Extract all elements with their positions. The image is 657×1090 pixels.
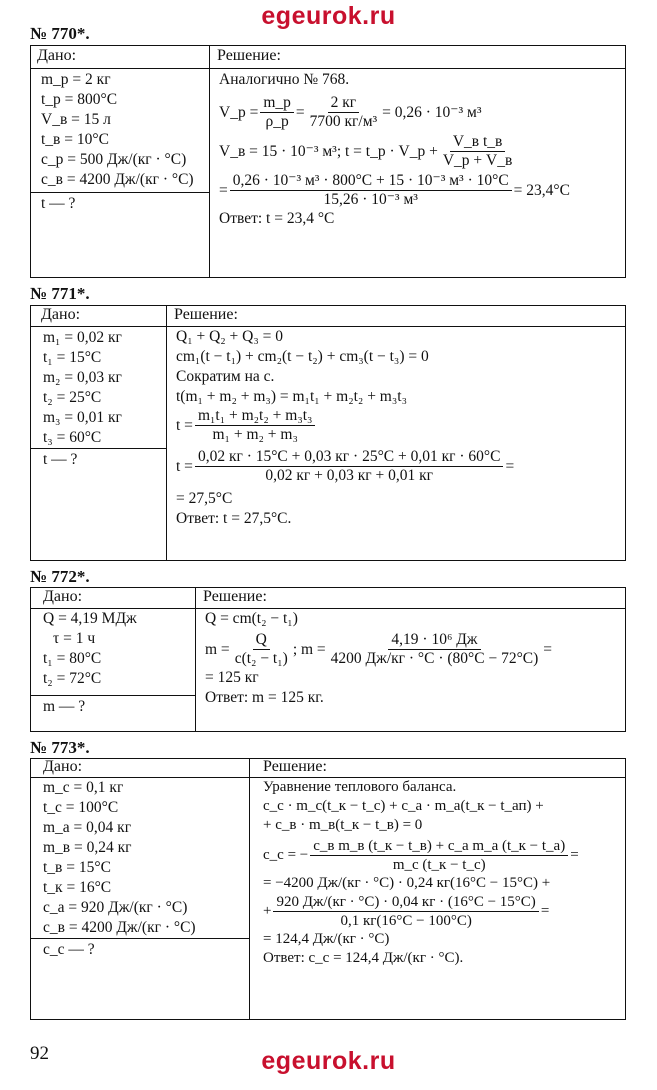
- fraction: [328, 631, 542, 668]
- given-item: c_a = 920 Дж/(кг · °C): [43, 899, 188, 916]
- given-item: m₃ = 0,01 кг: [43, 409, 122, 426]
- solution-header: Решение:: [203, 588, 267, 605]
- solution-772: [205, 609, 552, 708]
- given-item: c_p = 500 Дж/(кг · °C): [41, 151, 187, 168]
- answer-line: Ответ: m = 125 кг.: [205, 689, 324, 706]
- problem-773-table: [30, 758, 626, 1020]
- given-item: t_в = 10°C: [41, 131, 109, 148]
- eq-lhs: t =: [176, 416, 193, 434]
- fraction-num: 2 кг: [328, 94, 360, 113]
- equation-vp: [219, 94, 570, 131]
- equation-vb: [219, 133, 570, 170]
- fraction-num: 4,19 · 10⁶ Дж: [388, 631, 480, 650]
- given-rule: [31, 192, 209, 193]
- eq-sign: =: [543, 640, 553, 658]
- given-rule: [31, 448, 166, 449]
- answer-line: Ответ: c_c = 124,4 Дж/(кг · °C).: [263, 950, 464, 966]
- fraction-num: Q: [253, 631, 270, 650]
- given-item: t_c = 100°C: [43, 799, 119, 816]
- solution-line: = −4200 Дж/(кг · °C) · 0,24 кг(16°C − 15°C) +: [263, 875, 551, 891]
- fraction-den: m₁ + m₂ + m₃: [212, 426, 298, 443]
- solution-line: + c_в · m_в(t_к − t_в) = 0: [263, 817, 423, 833]
- given-rule: [31, 938, 249, 939]
- fraction-den: 0,02 кг + 0,03 кг + 0,01 кг: [265, 467, 434, 484]
- given-list: [41, 70, 194, 190]
- eq-result: = 0,26 · 10⁻³ м³: [382, 103, 482, 121]
- site-watermark-top: egeurok.ru: [261, 2, 396, 30]
- fraction: [232, 631, 291, 668]
- solution-header: Решение:: [217, 47, 281, 64]
- eq-sign: +: [263, 903, 272, 919]
- equation-cc: [263, 837, 579, 874]
- find-item: c_c — ?: [43, 941, 95, 958]
- given-item: m₁ = 0,02 кг: [43, 329, 122, 346]
- given-item: t₁ = 15°C: [43, 349, 102, 366]
- given-list: [43, 609, 137, 689]
- equation-t-general: [176, 407, 514, 444]
- fraction: [273, 893, 538, 930]
- column-divider: [209, 46, 210, 277]
- solution-line: Q = cm(t₂ − t₁): [205, 610, 298, 627]
- problem-772-table: [30, 587, 626, 732]
- solution-line: Аналогично № 768.: [219, 71, 350, 88]
- find-item: m — ?: [43, 698, 86, 715]
- solution-line: Уравнение теплового баланса.: [263, 779, 457, 795]
- given-rule: [31, 695, 195, 696]
- given-header: Дано:: [41, 306, 81, 323]
- solution-line: Сократим на c.: [176, 368, 275, 385]
- answer-line: Ответ: t = 23,4 °C: [219, 210, 335, 227]
- page-number: 92: [30, 1043, 49, 1064]
- given-list: [43, 778, 196, 938]
- solution-line: = 125 кг: [205, 669, 259, 686]
- given-item: t₂ = 25°C: [43, 389, 102, 406]
- eq-sign: =: [570, 847, 579, 863]
- given-item: t_в = 15°C: [43, 859, 111, 876]
- given-item: m_c = 0,1 кг: [43, 779, 124, 796]
- solution-770: [219, 70, 570, 229]
- fraction-den: 0,1 кг(16°C − 100°C): [340, 913, 472, 929]
- header-rule: [209, 68, 625, 69]
- fraction-num: 0,02 кг · 15°C + 0,03 кг · 25°C + 0,01 кг · 60°C: [195, 448, 504, 467]
- header-rule: [31, 68, 209, 69]
- given-item: m_в = 0,24 кг: [43, 839, 132, 856]
- fraction-den: 4200 Дж/кг · °C · (80°C − 72°C): [330, 650, 539, 667]
- problem-770-number: № 770*.: [30, 24, 90, 43]
- fraction-den: m_c (t_к − t_c): [392, 857, 486, 873]
- fraction-num: 0,26 · 10⁻³ м³ · 800°C + 15 · 10⁻³ м³ · 10°C: [230, 172, 512, 191]
- eq-sign: =: [540, 903, 550, 919]
- equation-t-numeric: [176, 448, 514, 485]
- given-item: m_a = 0,04 кг: [43, 819, 132, 836]
- fraction-den: c(t₂ − t₁): [234, 650, 288, 667]
- eq-lhs: V_р =: [219, 103, 259, 121]
- problem-772-number: № 772*.: [30, 567, 90, 586]
- equation-t: [219, 172, 570, 209]
- fraction: [307, 94, 381, 131]
- solution-line: t(m₁ + m₂ + m₃) = m₁t₁ + m₂t₂ + m₃t₃: [176, 388, 407, 405]
- given-list: [43, 328, 122, 448]
- given-item: V_в = 15 л: [41, 111, 111, 128]
- eq-sign: =: [219, 181, 228, 199]
- solution-line: Q₁ + Q₂ + Q₃ = 0: [176, 328, 284, 345]
- eq-sign: =: [505, 457, 515, 475]
- fraction-den: 15,26 · 10⁻³ м³: [323, 191, 418, 208]
- given-header: Дано:: [37, 47, 77, 64]
- find-item: t — ?: [43, 451, 78, 468]
- given-header: Дано:: [43, 758, 83, 775]
- solution-771: [176, 327, 514, 529]
- given-item: t₂ = 72°C: [43, 670, 102, 687]
- fraction-num: m₁t₁ + m₂t₂ + m₃t₃: [195, 407, 316, 426]
- solution-line: cm₁(t − t₁) + cm₂(t − t₂) + cm₃(t − t₃) = 0: [176, 348, 429, 365]
- eq-lhs: c_c = −: [263, 847, 309, 863]
- problem-771-table: [30, 305, 626, 561]
- problem-771-number: № 771*.: [30, 284, 90, 303]
- eq-sign: =: [295, 103, 305, 121]
- answer-line: Ответ: t = 27,5°C.: [176, 510, 292, 527]
- eq-lhs: t =: [176, 457, 193, 475]
- fraction-num: m_р: [260, 94, 294, 113]
- eq-result: = 23,4°C: [513, 181, 570, 199]
- find-item: t — ?: [41, 195, 76, 212]
- given-item: m_p = 2 кг: [41, 71, 111, 88]
- solution-line: c_c · m_c(t_к − t_c) + c_a · m_a(t_к − t_ап) +: [263, 798, 544, 814]
- equation-cc-numeric: [263, 893, 579, 930]
- solution-line: = 124,4 Дж/(кг · °C): [263, 931, 390, 947]
- given-item: m₂ = 0,03 кг: [43, 369, 122, 386]
- given-item: t_к = 16°C: [43, 879, 112, 896]
- fraction-num: 920 Дж/(кг · °C) · 0,04 кг · (16°C − 15°C): [273, 893, 538, 912]
- given-item: Q = 4,19 МДж: [43, 610, 137, 627]
- problem-773-number: № 773*.: [30, 738, 90, 757]
- column-divider: [166, 306, 167, 560]
- solution-header: Решение:: [263, 758, 327, 775]
- equation-m: [205, 631, 552, 668]
- eq-text: ; m =: [292, 640, 326, 658]
- fraction-den: V_р + V_в: [442, 152, 513, 169]
- eq-text: V_в = 15 · 10⁻³ м³; t = t_р · V_р +: [219, 142, 438, 160]
- fraction: [195, 407, 316, 444]
- fraction-den: 7700 кг/м³: [309, 113, 378, 130]
- fraction: [195, 448, 504, 485]
- column-divider: [195, 588, 196, 731]
- fraction-num: V_в t_в: [450, 133, 506, 152]
- fraction: [260, 94, 294, 131]
- given-header: Дано:: [43, 588, 83, 605]
- given-item: t_p = 800°C: [41, 91, 118, 108]
- column-divider: [249, 759, 250, 1019]
- fraction: [230, 172, 512, 209]
- solution-header: Решение:: [174, 306, 238, 323]
- fraction: [440, 133, 515, 170]
- site-watermark-bottom: egeurok.ru: [261, 1047, 396, 1075]
- given-item: t₁ = 80°C: [43, 650, 102, 667]
- fraction-num: c_в m_в (t_к − t_в) + c_a m_a (t_к − t_a): [310, 837, 568, 856]
- given-item: c_в = 4200 Дж/(кг · °C): [41, 171, 194, 188]
- problem-770-table: [30, 45, 626, 278]
- given-item: c_в = 4200 Дж/(кг · °C): [43, 919, 196, 936]
- solution-line: = 27,5°C: [176, 490, 233, 507]
- fraction-den: ρ_р: [265, 113, 289, 130]
- given-item: τ = 1 ч: [53, 630, 96, 647]
- fraction: [310, 837, 568, 874]
- solution-773: [263, 778, 579, 968]
- eq-lhs: m =: [205, 640, 230, 658]
- given-item: t₃ = 60°C: [43, 429, 102, 446]
